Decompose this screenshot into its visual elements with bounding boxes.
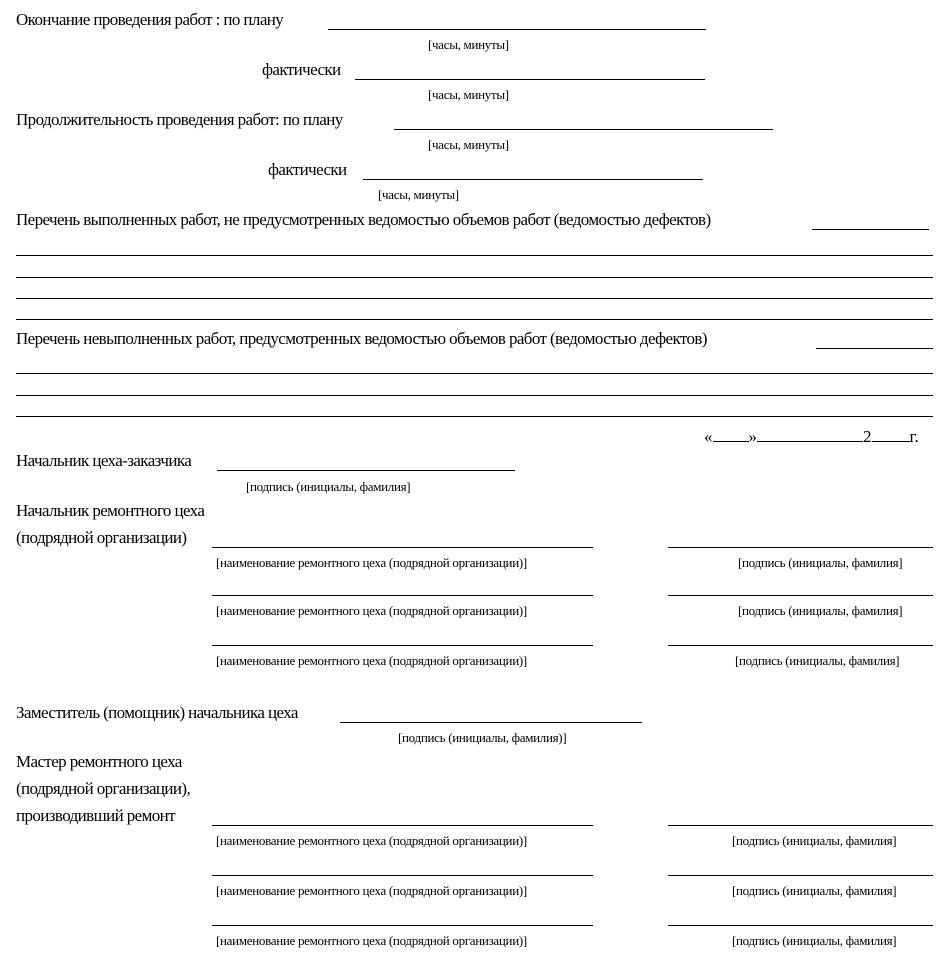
end-work-label: Окончание проведения работ : по плану [16, 10, 284, 29]
extra-works-field[interactable] [812, 229, 929, 230]
customer-chief-field[interactable] [217, 470, 515, 471]
master-label: Мастер ремонтного цеха [16, 752, 182, 771]
repair-org-hint: [наименование ремонтного цеха (подрядной организации)] [216, 603, 527, 618]
duration-plan-field[interactable] [394, 129, 773, 130]
end-work-plan-field[interactable] [328, 29, 706, 30]
date-day-field[interactable] [713, 427, 749, 442]
duration-hint: [часы, минуты] [428, 137, 509, 152]
master-org-field[interactable] [212, 825, 593, 826]
end-work-hint: [часы, минуты] [428, 37, 509, 52]
repair-chief-label: (подрядной организации) [16, 528, 187, 547]
date-month-field[interactable] [757, 427, 863, 442]
deputy-label: Заместитель (помощник) начальника цеха [16, 703, 298, 722]
missed-works-line[interactable] [16, 416, 933, 417]
master-sign-field[interactable] [668, 925, 933, 926]
customer-chief-hint: [подпись (инициалы, фамилия] [246, 479, 411, 494]
repair-org-field[interactable] [212, 595, 593, 596]
date-year-suffix: г. [909, 427, 919, 446]
master-label: (подрядной организации), [16, 779, 191, 798]
extra-works-line[interactable] [16, 255, 933, 256]
customer-chief-label: Начальник цеха-заказчика [16, 451, 192, 470]
end-actual-field[interactable] [355, 79, 705, 80]
extra-works-label: Перечень выполненных работ, не предусмотренных ведомостью объемов работ (ведомостью дефектов) [16, 210, 711, 229]
date-open-quote: « [704, 427, 713, 446]
master-sign-hint: [подпись (инициалы, фамилия] [732, 833, 897, 848]
master-org-hint: [наименование ремонтного цеха (подрядной организации)] [216, 933, 527, 948]
master-sign-field[interactable] [668, 875, 933, 876]
repair-chief-label: Начальник ремонтного цеха [16, 501, 205, 520]
repair-org-field[interactable] [212, 645, 593, 646]
master-org-field[interactable] [212, 875, 593, 876]
master-sign-hint: [подпись (инициалы, фамилия] [732, 933, 897, 948]
missed-works-field[interactable] [816, 348, 933, 349]
repair-org-field[interactable] [212, 547, 593, 548]
duration-actual-field[interactable] [363, 179, 703, 180]
deputy-field[interactable] [340, 722, 642, 723]
end-actual-label: фактически [262, 60, 341, 79]
date-year-field[interactable] [872, 427, 910, 442]
extra-works-line[interactable] [16, 277, 933, 278]
extra-works-line[interactable] [16, 319, 933, 320]
master-org-hint: [наименование ремонтного цеха (подрядной организации)] [216, 833, 527, 848]
repair-org-hint: [наименование ремонтного цеха (подрядной организации)] [216, 555, 527, 570]
missed-works-line[interactable] [16, 373, 933, 374]
end-actual-hint: [часы, минуты] [428, 87, 509, 102]
master-sign-hint: [подпись (инициалы, фамилия] [732, 883, 897, 898]
duration-actual-label: фактически [268, 160, 347, 179]
deputy-hint: [подпись (инициалы, фамилия)] [398, 730, 567, 745]
date-close-quote: » [748, 427, 757, 446]
missed-works-line[interactable] [16, 395, 933, 396]
master-org-field[interactable] [212, 925, 593, 926]
master-label: производивший ремонт [16, 806, 175, 825]
repair-sign-field[interactable] [668, 595, 933, 596]
duration-actual-hint: [часы, минуты] [378, 187, 459, 202]
extra-works-line[interactable] [16, 298, 933, 299]
repair-org-hint: [наименование ремонтного цеха (подрядной организации)] [216, 653, 527, 668]
master-org-hint: [наименование ремонтного цеха (подрядной организации)] [216, 883, 527, 898]
repair-sign-field[interactable] [668, 645, 933, 646]
duration-label: Продолжительность проведения работ: по плану [16, 110, 343, 129]
master-sign-field[interactable] [668, 825, 933, 826]
missed-works-label: Перечень невыполненных работ, предусмотренных ведомостью объемов работ (ведомостью дефектов) [16, 329, 707, 348]
date-line [704, 427, 919, 447]
repair-sign-field[interactable] [668, 547, 933, 548]
repair-sign-hint: [подпись (инициалы, фамилия] [735, 653, 900, 668]
date-year-prefix: 2 [863, 427, 872, 446]
repair-sign-hint: [подпись (инициалы, фамилия] [738, 555, 903, 570]
repair-sign-hint: [подпись (инициалы, фамилия] [738, 603, 903, 618]
